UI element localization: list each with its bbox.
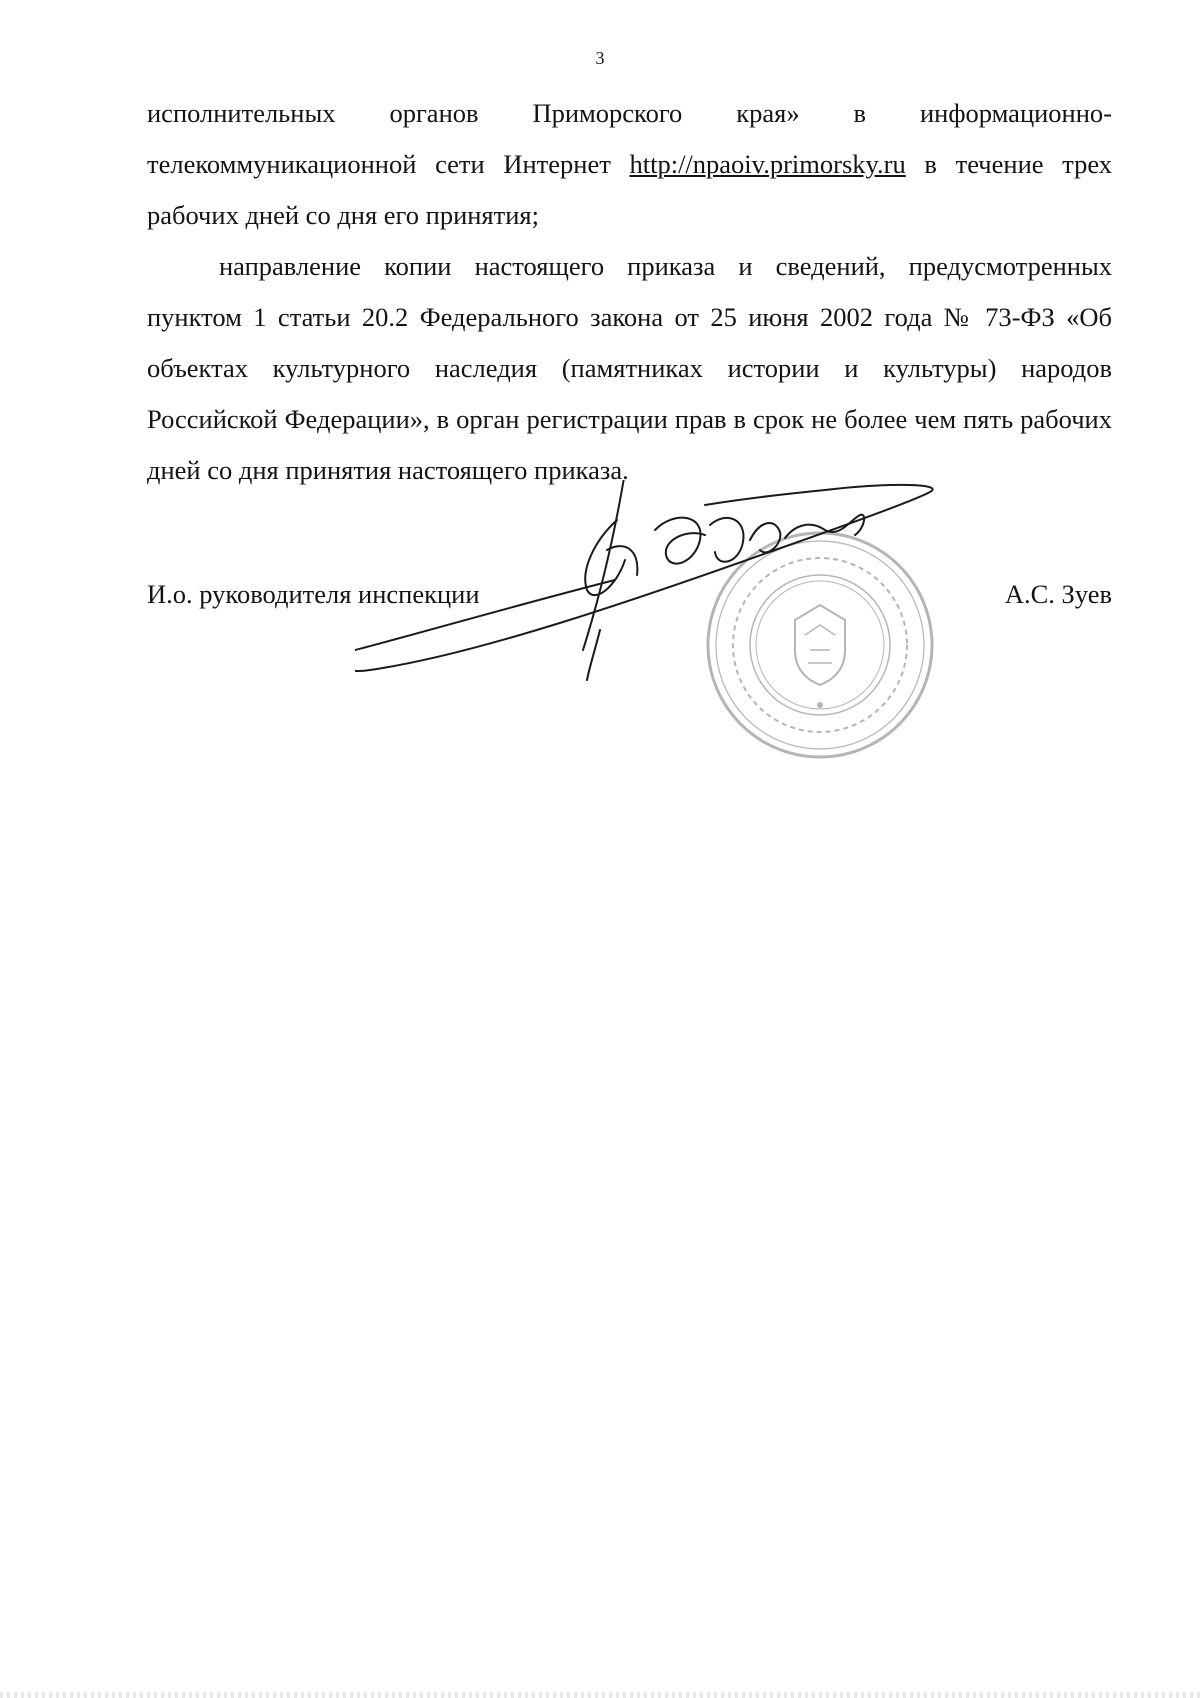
signatory-position: И.о. руководителя инспекции — [147, 579, 480, 609]
paragraph-2: направление копии настоящего приказа и сведений, предусмотренных пунктом 1 статьи 20.2 Федерального закона от 25 июня 2002 года № 73-ФЗ «Об объектах культурного наследия (памятниках истории и культуры) народов Российской Федерации», в орган регистрации прав в срок не более чем пять рабочих дней со дня принятия настоящего приказа. — [147, 251, 1112, 485]
document-body — [147, 88, 1112, 496]
npa-website-link[interactable]: http://npaoiv.primorsky.ru — [629, 149, 906, 179]
signatory-name: А.С. Зуев — [1004, 579, 1112, 609]
paragraph-1-text: исполнительных органов Приморского края» в информационно-телекоммуникационной сети Интернет — [147, 98, 1112, 179]
paragraph-1 — [147, 88, 1112, 241]
page-number: 3 — [595, 48, 605, 68]
scan-edge-strip — [0, 1692, 1200, 1698]
paragraph-1-tail: в течение трех рабочих дней со дня его принятия; — [147, 149, 1113, 230]
